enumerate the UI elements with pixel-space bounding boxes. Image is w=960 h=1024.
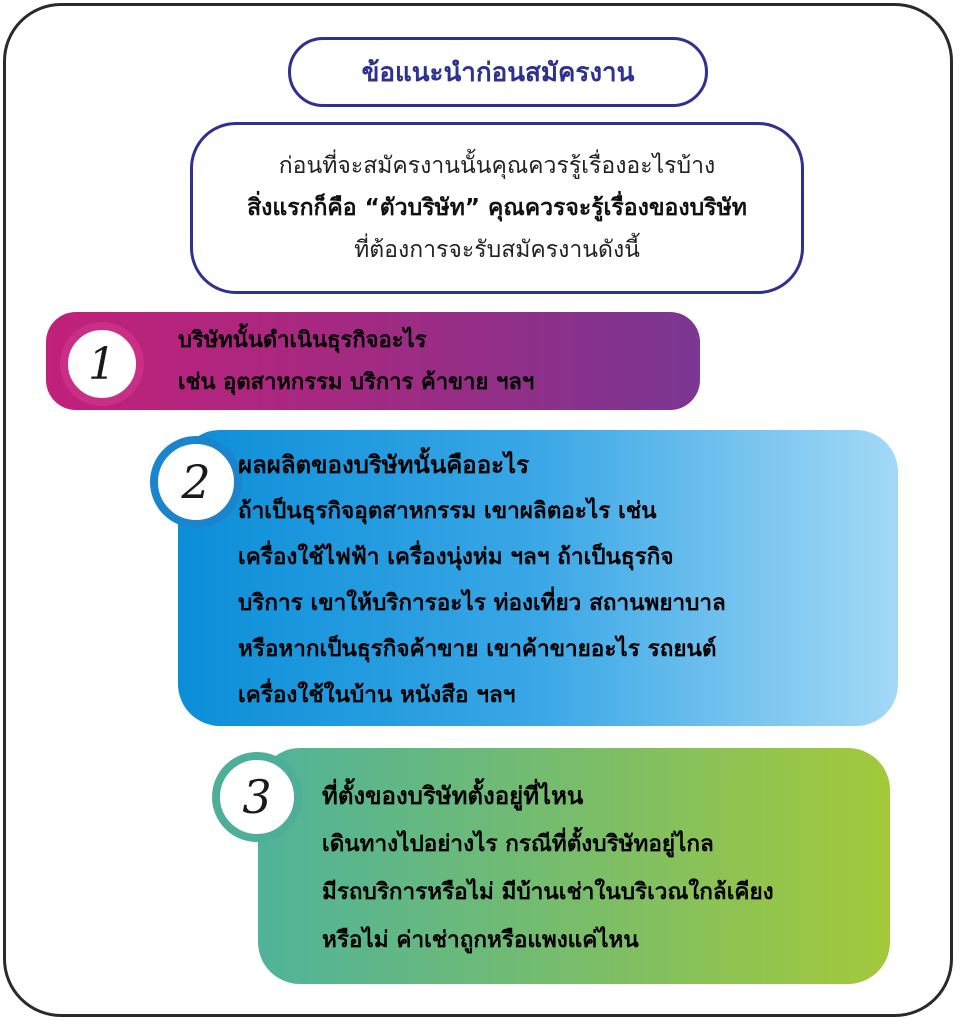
item-3-line-2: เดินทางไปอย่างไร กรณีที่ตั้งบริษัทอยู่ไกล (322, 831, 714, 857)
item-2-line-4: บริการ เขาให้บริการอะไร ท่องเที่ยว สถานพยาบาล (238, 590, 726, 616)
intro-box (190, 122, 804, 294)
intro-line-1: ก่อนที่จะสมัครงานนั้นคุณควรรู้เรื่องอะไรบ้าง (278, 153, 716, 179)
item-3-line-4: หรือไม่ ค่าเช่าถูกหรือแพงแค่ไหน (322, 927, 639, 953)
title-box (288, 37, 708, 107)
item-2-number-badge: 2 (150, 436, 242, 528)
item-2-line-2: ถ้าเป็นธุรกิจอุตสาหกรรม เขาผลิตอะไร เช่น (238, 498, 657, 524)
item-2-heading: ผลผลิตของบริษัทนั้นคืออะไร (238, 451, 529, 479)
item-3-heading: ที่ตั้งของบริษัทตั้งอยู่ที่ไหน (322, 782, 584, 810)
page-title: ข้อแนะนำก่อนสมัครงาน (361, 57, 635, 88)
item-1-line-2: เช่น อุตสาหกรรม บริการ ค้าขาย ฯลฯ (178, 370, 535, 395)
item-3-number-badge: 3 (212, 752, 302, 842)
item-1-number-badge: 1 (60, 322, 144, 406)
item-3-line-3: มีรถบริการหรือไม่ มีบ้านเช่าในบริเวณใกล้เคียง (322, 879, 774, 905)
item-2-line-6: เครื่องใช้ในบ้าน หนังสือ ฯลฯ (238, 682, 516, 708)
intro-line-3: ที่ต้องการจะรับสมัครงานดังนี้ (354, 237, 640, 263)
item-3-text (322, 772, 774, 964)
item-2-text (238, 442, 726, 718)
item-1-text (178, 320, 534, 404)
intro-line-2: สิ่งแรกก็คือ “ตัวบริษัท” คุณควรจะรู้เรื่องของบริษัท (247, 195, 747, 221)
item-2-line-3: เครื่องใช้ไฟฟ้า เครื่องนุ่งห่ม ฯลฯ ถ้าเป็นธุรกิจ (238, 544, 674, 570)
item-2-line-5: หรือหากเป็นธุรกิจค้าขาย เขาค้าขายอะไร รถยนต์ (238, 636, 717, 662)
item-1-line-1: บริษัทนั้นดำเนินธุรกิจอะไร (178, 328, 427, 353)
